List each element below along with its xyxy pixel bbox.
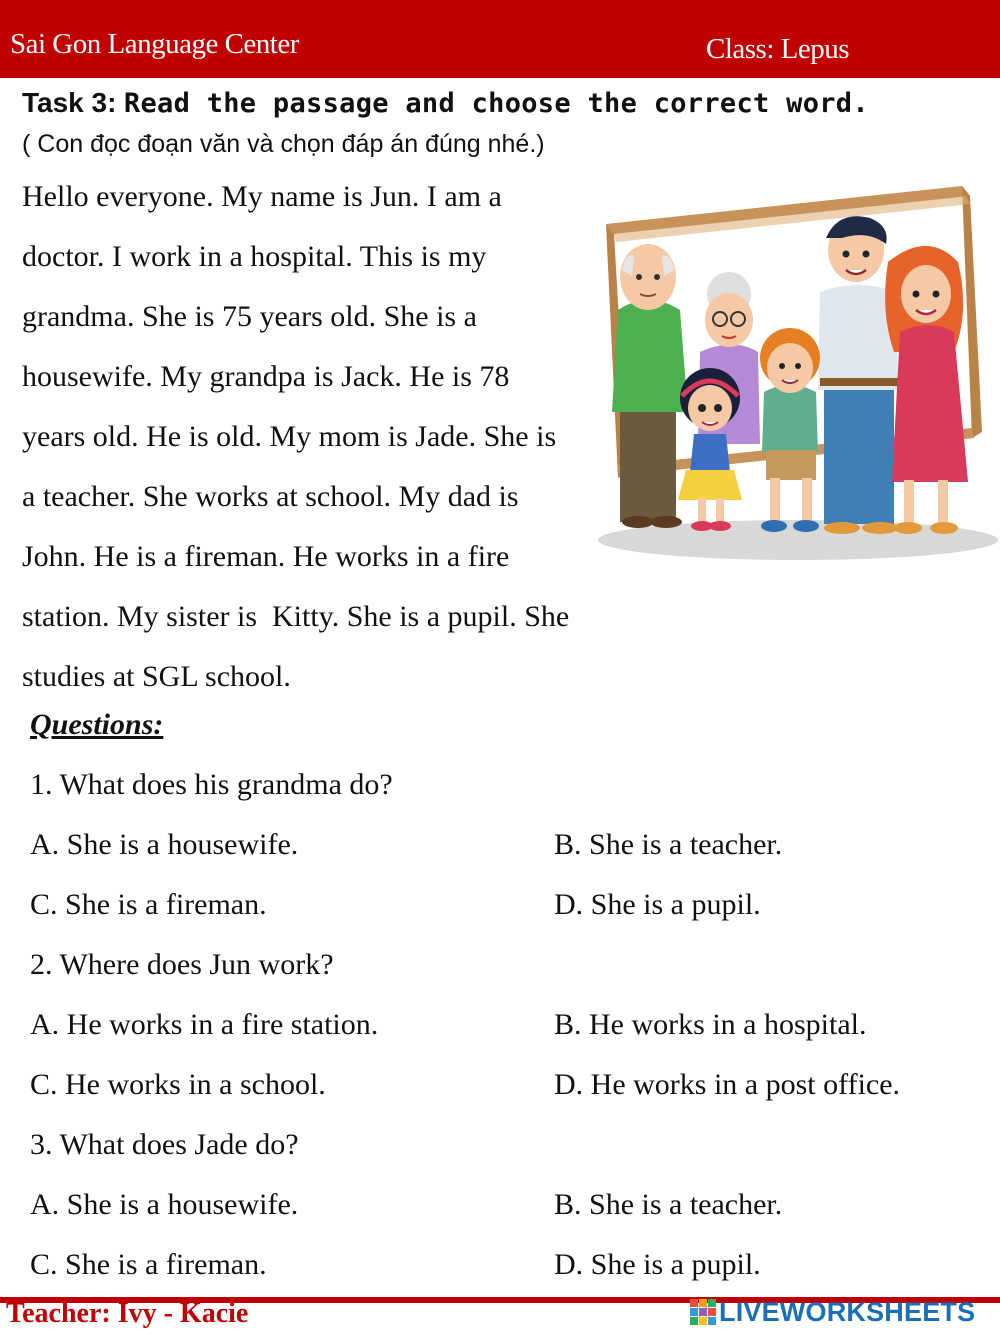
- task-instruction: Read the passage and choose the correct word.: [123, 88, 869, 119]
- option-1b[interactable]: B. She is a teacher.: [554, 828, 783, 861]
- passage-line: station. My sister is Kitty. She is a pupil. She: [22, 600, 570, 633]
- liveworksheets-logo-icon: [690, 1299, 716, 1325]
- option-3d[interactable]: D. She is a pupil.: [554, 1248, 761, 1281]
- option-2b[interactable]: B. He works in a hospital.: [554, 1008, 867, 1041]
- task-heading: [22, 86, 869, 120]
- passage-line: years old. He is old. My mom is Jade. She is: [22, 420, 557, 453]
- option-2c[interactable]: C. He works in a school.: [30, 1068, 326, 1101]
- center-name: Sai Gon Language Center: [10, 28, 299, 60]
- passage-line: doctor. I work in a hospital. This is my: [22, 240, 487, 273]
- dad-figure: [818, 216, 898, 534]
- option-3b[interactable]: B. She is a teacher.: [554, 1188, 783, 1221]
- passage-line: housewife. My grandpa is Jack. He is 78: [22, 360, 510, 393]
- family-illustration: [598, 182, 998, 564]
- questions-heading: Questions:: [30, 708, 164, 741]
- task-translation: ( Con đọc đoạn văn và chọn đáp án đúng nhé.): [22, 130, 545, 158]
- girl-figure: [678, 368, 742, 531]
- question-2: 2. Where does Jun work?: [30, 948, 334, 981]
- option-3a[interactable]: A. She is a housewife.: [30, 1188, 299, 1221]
- boy-figure: [760, 328, 820, 532]
- option-1a[interactable]: A. She is a housewife.: [30, 828, 299, 861]
- option-1c[interactable]: C. She is a fireman.: [30, 888, 267, 921]
- option-2d[interactable]: D. He works in a post office.: [554, 1068, 901, 1101]
- option-2a[interactable]: A. He works in a fire station.: [30, 1008, 379, 1041]
- option-1d[interactable]: D. She is a pupil.: [554, 888, 761, 921]
- passage-line: grandma. She is 75 years old. She is a: [22, 300, 477, 333]
- passage-line: Hello everyone. My name is Jun. I am a: [22, 180, 502, 213]
- header-bar: [0, 0, 1000, 78]
- grandpa-figure: [612, 244, 688, 528]
- brand-name: LIVEWORKSHEETS: [719, 1296, 976, 1327]
- task-number: Task 3:: [22, 87, 117, 118]
- passage-line: John. He is a fireman. He works in a fire: [22, 540, 510, 573]
- passage-line: studies at SGL school.: [22, 660, 291, 693]
- option-3c[interactable]: C. She is a fireman.: [30, 1248, 267, 1281]
- passage-line: a teacher. She works at school. My dad is: [22, 480, 519, 513]
- mom-figure: [885, 246, 968, 534]
- class-label: Class: Lepus: [706, 33, 850, 65]
- liveworksheets-brand[interactable]: [690, 1297, 975, 1327]
- teacher-name: Teacher: Ivy - Kacie: [6, 1298, 249, 1329]
- question-3: 3. What does Jade do?: [30, 1128, 299, 1161]
- question-1: 1. What does his grandma do?: [30, 768, 393, 801]
